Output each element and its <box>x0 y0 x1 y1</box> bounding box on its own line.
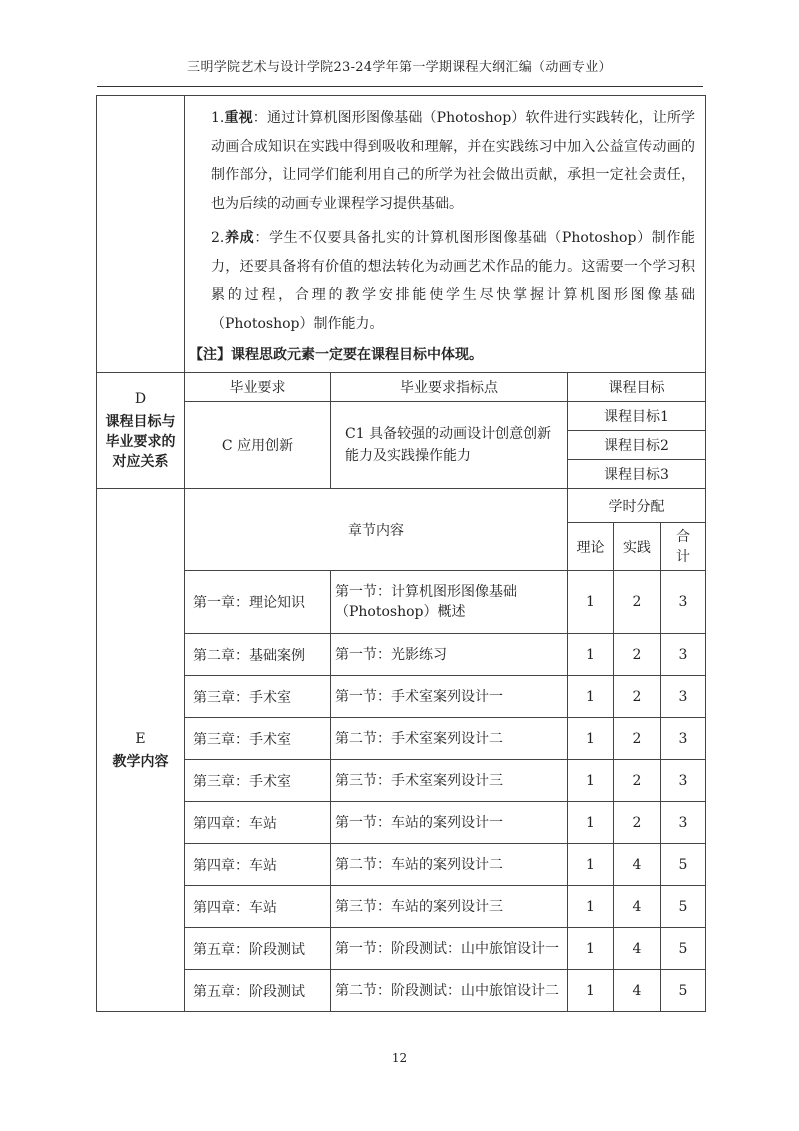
section-d-title-line: 课程目标与 <box>105 414 176 430</box>
section-cell: 第三节：手术室案列设计三 <box>331 760 568 802</box>
theory-cell: 1 <box>568 802 614 844</box>
theory-cell: 1 <box>568 886 614 928</box>
chapter-cell: 第五章：阶段测试 <box>185 970 331 1012</box>
table-row <box>97 676 706 718</box>
section-cell: 第一节：手术室案列设计一 <box>331 676 568 718</box>
total-cell: 3 <box>661 571 706 634</box>
table-row <box>97 760 706 802</box>
total-cell: 3 <box>661 676 706 718</box>
indicator-cell: C1 具备较强的动画设计创意创新能力及实践操作能力 <box>331 402 568 489</box>
practice-cell: 4 <box>614 844 661 886</box>
practice-cell: 2 <box>614 571 661 634</box>
header-content: 章节内容 <box>185 489 568 571</box>
section-d-header-row <box>97 373 706 402</box>
practice-cell: 2 <box>614 760 661 802</box>
objectives-row <box>97 96 706 373</box>
total-cell: 3 <box>661 760 706 802</box>
table-row <box>97 886 706 928</box>
page-header: 三明学院艺术与设计学院23-24学年第一学期课程大纲汇编（动画专业） <box>187 60 612 75</box>
section-cell: 第三节：车站的案列设计三 <box>331 886 568 928</box>
goal-item <box>211 104 695 218</box>
goal-keyword: 养成 <box>224 230 255 246</box>
section-e-header-row <box>97 489 706 523</box>
goal-number: 1. <box>211 110 225 126</box>
practice-cell: 4 <box>614 970 661 1012</box>
chapter-cell: 第四章：车站 <box>185 886 331 928</box>
goal-number: 2. <box>211 230 225 246</box>
header-total <box>661 523 706 571</box>
theory-cell: 1 <box>568 634 614 676</box>
header-total-line: 合 <box>676 528 690 545</box>
header-practice: 实践 <box>614 523 661 571</box>
practice-cell: 2 <box>614 634 661 676</box>
total-cell: 3 <box>661 718 706 760</box>
goal-text: ：通过计算机图形图像基础（Photoshop）软件进行实践转化，让所学动画合成知识在实践中得到吸收和理解，并在实践练习中加入公益宣传动画的制作部分，让同学们能利用自己的所学为社会做出贡献，承担一定社会责任，也为后续的动画专业课程学习提供基础。 <box>211 110 696 212</box>
section-cell: 第二节：阶段测试：山中旅馆设计二 <box>331 970 568 1012</box>
objectives-label-cell <box>97 96 185 373</box>
header-indicator: 毕业要求指标点 <box>331 373 568 402</box>
section-d-letter: D <box>134 391 147 407</box>
table-row <box>97 571 706 634</box>
practice-cell: 4 <box>614 928 661 970</box>
section-cell: 第一节：光影练习 <box>331 634 568 676</box>
chapter-cell: 第四章：车站 <box>185 844 331 886</box>
chapter-cell: 第三章：手术室 <box>185 760 331 802</box>
goal-keyword: 重视 <box>224 110 253 126</box>
section-cell: 第二节：车站的案列设计二 <box>331 844 568 886</box>
section-e-letter: E <box>135 730 146 747</box>
table-row <box>97 718 706 760</box>
table-row <box>97 970 706 1012</box>
section-d-title-line: 对应关系 <box>112 454 169 470</box>
chapter-cell: 第三章：手术室 <box>185 718 331 760</box>
practice-cell: 2 <box>614 718 661 760</box>
section-cell: 第一节：阶段测试：山中旅馆设计一 <box>331 928 568 970</box>
theory-cell: 1 <box>568 718 614 760</box>
practice-cell: 4 <box>614 886 661 928</box>
chapter-cell: 第一章：理论知识 <box>185 571 331 634</box>
section-cell: 第一节：计算机图形图像基础（Photoshop）概述 <box>331 571 568 634</box>
header-hours: 学时分配 <box>568 489 706 523</box>
header-theory: 理论 <box>568 523 614 571</box>
header-rule <box>97 86 703 87</box>
theory-cell: 1 <box>568 970 614 1012</box>
section-e-title: 教学内容 <box>112 753 169 770</box>
chapter-cell: 第五章：阶段测试 <box>185 928 331 970</box>
table-row <box>97 634 706 676</box>
theory-cell: 1 <box>568 844 614 886</box>
total-cell: 3 <box>661 634 706 676</box>
table-row <box>97 844 706 886</box>
practice-cell: 2 <box>614 676 661 718</box>
chapter-cell: 第三章：手术室 <box>185 676 331 718</box>
chapter-cell: 第二章：基础案例 <box>185 634 331 676</box>
chapter-cell: 第四章：车站 <box>185 802 331 844</box>
section-d-title-line: 毕业要求的 <box>105 434 176 450</box>
table-row <box>97 802 706 844</box>
syllabus-table <box>96 95 706 1012</box>
theory-cell: 1 <box>568 571 614 634</box>
objectives-cell <box>185 96 706 373</box>
header-objective: 课程目标 <box>568 373 706 402</box>
section-d-row <box>97 402 706 431</box>
total-cell: 5 <box>661 886 706 928</box>
objective-cell: 课程目标2 <box>568 431 706 460</box>
practice-cell: 2 <box>614 802 661 844</box>
section-e-label <box>97 489 185 1012</box>
theory-cell: 1 <box>568 928 614 970</box>
theory-cell: 1 <box>568 760 614 802</box>
section-cell: 第二节：手术室案列设计二 <box>331 718 568 760</box>
section-d-label <box>97 373 185 489</box>
table-row <box>97 928 706 970</box>
total-cell: 5 <box>661 970 706 1012</box>
total-cell: 5 <box>661 844 706 886</box>
requirement-cell: C 应用创新 <box>185 402 331 489</box>
page-number: 12 <box>391 1051 408 1065</box>
objective-cell: 课程目标3 <box>568 460 706 489</box>
total-cell: 5 <box>661 928 706 970</box>
header-requirement: 毕业要求 <box>185 373 331 402</box>
section-cell: 第一节：车站的案列设计一 <box>331 802 568 844</box>
ideology-note: 【注】课程思政元素一定要在课程目标中体现。 <box>189 347 483 363</box>
objective-cell: 课程目标1 <box>568 402 706 431</box>
header-total-line: 计 <box>676 548 690 565</box>
goal-item <box>211 224 695 338</box>
total-cell: 3 <box>661 802 706 844</box>
theory-cell: 1 <box>568 676 614 718</box>
goal-text: ：学生不仅要具备扎实的计算机图形图像基础（Photoshop）制作能力，还要具备将有价值的想法转化为动画艺术作品的能力。这需要一个学习积累的过程，合理的教学安排能使学生尽快掌握计算机图形图像基础（Photoshop）制作能力。 <box>211 230 696 332</box>
